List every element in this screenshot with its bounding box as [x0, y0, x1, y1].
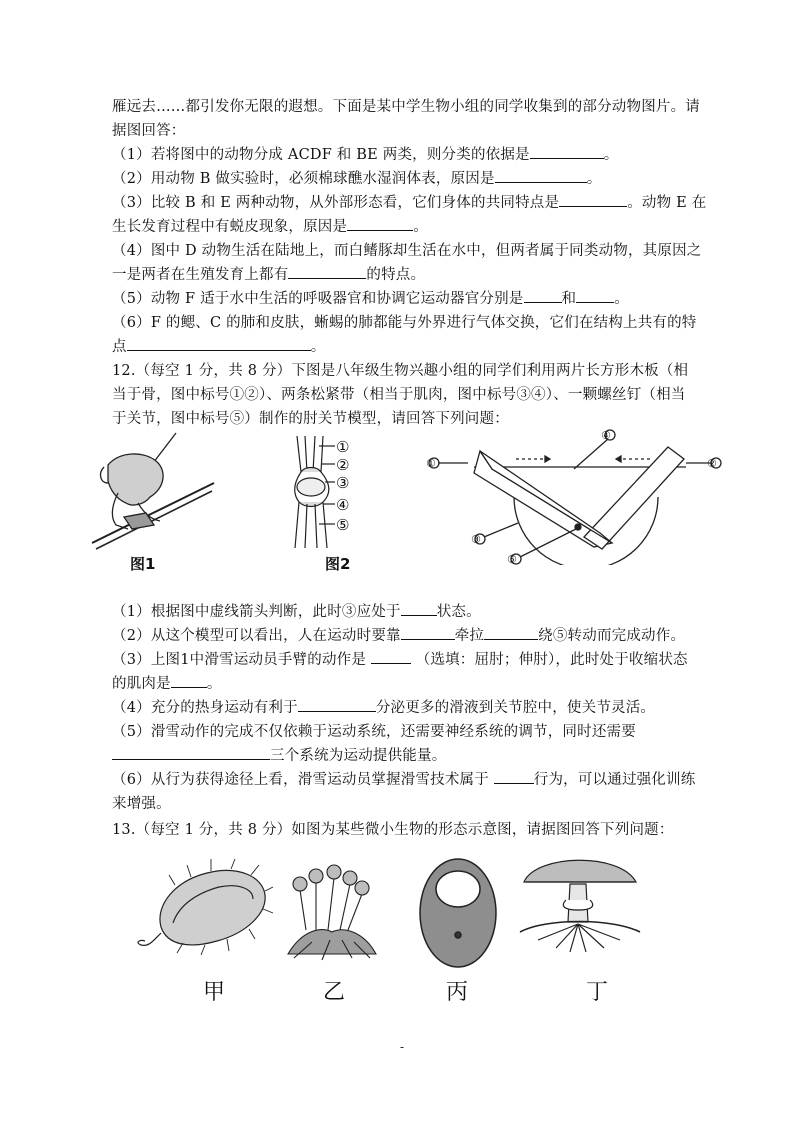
q12-part-4: （4）充分的热身运动有利于 分泌更多的滑液到关节腔中，使关节灵活。	[112, 700, 656, 716]
q12-part-2: （2）从这个模型可以看出，人在运动时要靠 牵拉 绕⑤转动而完成动作。	[112, 628, 686, 644]
figure-1-caption: 图1	[130, 555, 156, 573]
q11-part-4-cont: 一是两者在生殖发育上都有 的特点。	[112, 267, 426, 283]
q11-part-3-cont: 生长发育过程中有蜕皮现象，原因是 。	[112, 219, 428, 235]
q11-part-6-cont: 点 。	[112, 339, 326, 355]
label-bing: 丙	[446, 980, 469, 1005]
intro-line-2: 据图回答：	[112, 123, 186, 139]
yeast-figure	[416, 855, 500, 973]
answer-blank	[494, 770, 534, 784]
q11-part-3: （3）比较 B 和 E 两种动物，从外部形态看，它们身体的共同特点是 。动物 E 在	[112, 195, 707, 211]
q11-part-1: （1）若将图中的动物分成 ACDF 和 BE 两类，则分类的依据是 。	[112, 147, 619, 163]
bacterium-figure	[135, 855, 275, 965]
q13-heading: 13.（每空 1 分，共 8 分）如图为某些微小生物的形态示意图，请据图回答下列问题：	[112, 822, 674, 838]
mold-figure	[282, 860, 382, 970]
q11-part-6: （6）F 的鳃、C 的肺和皮肤，蜥蜴的肺都能与外界进行气体交换，它们在结构上共有的特	[112, 315, 697, 331]
mushroom-figure	[516, 848, 646, 968]
figure-2-caption: 图2	[325, 555, 351, 573]
label-ding: 丁	[586, 980, 609, 1005]
answer-blank	[401, 626, 455, 640]
answer-blank	[127, 337, 311, 351]
model-label-4: ④	[601, 429, 611, 442]
joint-label-1: ①	[336, 438, 350, 456]
label-yi: 乙	[323, 980, 346, 1005]
answer-blank	[298, 698, 376, 712]
joint-label-4: ④	[336, 496, 350, 514]
answer-blank	[524, 289, 562, 303]
answer-blank	[288, 265, 366, 279]
answer-blank	[576, 289, 614, 303]
answer-blank	[559, 193, 627, 207]
q11-part-5: （5）动物 F 适于水中生活的呼吸器官和协调它运动器官分别是 和 。	[112, 291, 629, 307]
elbow-model-figure	[424, 425, 724, 565]
q12-part-6: （6）从行为获得途径上看，滑雪运动员掌握滑雪技术属于 行为，可以通过强化训练	[112, 772, 696, 788]
answer-blank	[484, 626, 538, 640]
q12-part-3: （3）上图1中滑雪运动员手臂的动作是 （选填：屈肘；伸肘），此时处于收缩状态	[112, 652, 688, 668]
label-jia: 甲	[203, 980, 226, 1005]
answer-blank	[112, 746, 270, 760]
model-label-5: ⑤	[507, 553, 517, 565]
joint-label-5: ⑤	[336, 516, 350, 534]
skier-figure	[88, 425, 228, 555]
answer-blank	[530, 145, 604, 159]
q12-part-5: （5）滑雪动作的完成不仅依赖于运动系统，还需要神经系统的调节，同时还需要	[112, 724, 636, 740]
q12-heading-3: 于关节，图中标号⑤）制作的肘关节模型，请回答下列问题：	[112, 411, 509, 427]
q12-heading-2: 当于骨，图中标号①②）、两条松紧带（相当于肌肉，图中标号③④）、一颗螺丝钉（相当	[112, 387, 686, 403]
answer-blank	[171, 674, 207, 688]
model-label-3: ③	[471, 533, 481, 546]
q12-part-5-cont: 三个系统为运动提供能量。	[112, 744, 446, 765]
answer-blank	[371, 650, 411, 664]
q11-part-4: （4）图中 D 动物生活在陆地上，而白鳍豚却生活在水中，但两者属于同类动物，其原因之	[112, 243, 702, 259]
answer-blank	[347, 217, 413, 231]
q12-part-3-cont: 的肌肉是 。	[112, 676, 222, 692]
model-label-2: ②	[707, 457, 717, 470]
q11-part-2: （2）用动物 B 做实验时，必须棉球醮水湿润体表，原因是 。	[112, 171, 602, 187]
answer-blank	[495, 169, 587, 183]
page-mark: -	[400, 1040, 405, 1054]
joint-label-3: ③	[336, 474, 350, 492]
model-label-1: ①	[426, 457, 436, 470]
q12-part-6-cont: 来增强。	[112, 796, 171, 812]
q12-heading-1: 12.（每空 1 分，共 8 分）下图是八年级生物兴趣小组的同学们利用两片长方形木板（相	[112, 363, 689, 379]
intro-line-1: 雁远去……都引发你无限的遐想。下面是某中学生物小组的同学收集到的部分动物图片。请	[112, 99, 700, 115]
answer-blank	[401, 602, 437, 616]
q12-part-1: （1）根据图中虚线箭头判断，此时③应处于 状态。	[112, 604, 481, 620]
joint-label-2: ②	[336, 456, 350, 474]
joint-figure	[283, 432, 398, 550]
